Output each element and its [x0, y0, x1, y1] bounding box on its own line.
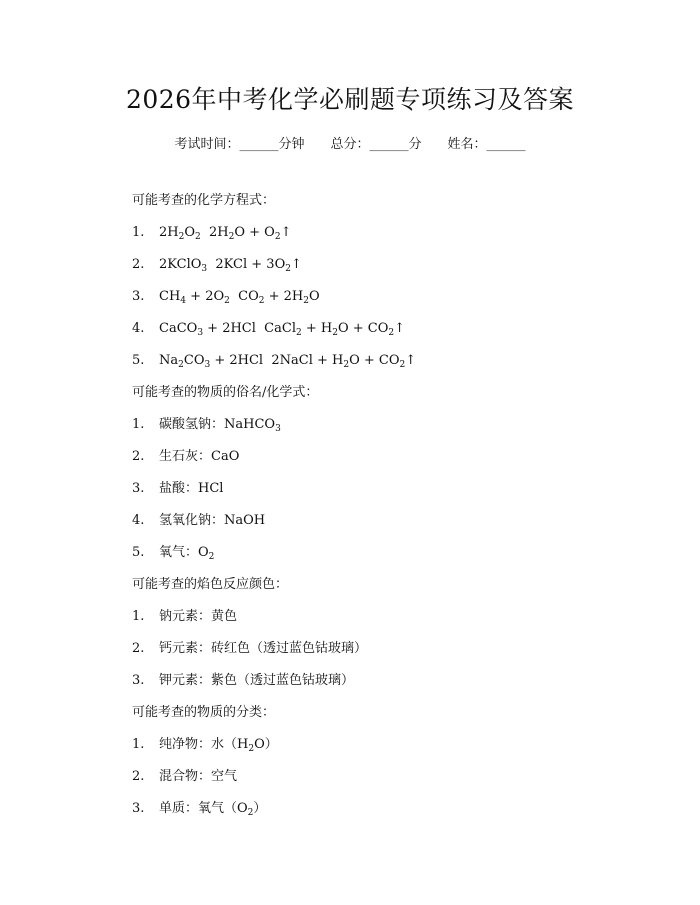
item-text: 盐酸：HCl: [159, 481, 224, 496]
item-text: $CH_4 + 2O_2$ $CO_2 + 2H_2O$: [159, 289, 320, 306]
section-heading: 可能考查的化学方程式：: [132, 193, 276, 208]
item-text: 混合物：空气: [159, 769, 238, 784]
list-item: [132, 289, 320, 305]
item-number: 3.: [132, 481, 145, 496]
item-text: 碳酸氢钠：NaHCO$_3$: [159, 417, 281, 434]
item-text: $Na_2CO_3 + 2HCl$ 2NaCl + $H_2O$ + $CO_2↑$: [159, 353, 417, 370]
item-text: 钠元素：黄色: [159, 609, 238, 624]
list-item: [132, 641, 367, 657]
item-number: 1.: [132, 609, 145, 624]
item-number: 3.: [132, 289, 145, 304]
name-blank: ______: [486, 137, 526, 152]
list-item: [132, 417, 281, 433]
score-label: 总分：: [330, 137, 370, 152]
item-text: 2KClO$_3$ $2KCl + 3O_2↑$: [159, 257, 302, 274]
list-item: [132, 673, 354, 689]
item-text: 钾元素：紫色（透过蓝色钴玻璃）: [159, 673, 355, 688]
item-number: 3.: [132, 673, 145, 688]
section-heading: 可能考查的焰色反应颜色：: [132, 577, 289, 592]
list-item: [132, 513, 265, 529]
item-number: 5.: [132, 353, 145, 368]
list-item: [132, 353, 416, 369]
score-blank: ______: [369, 137, 409, 152]
item-text: 氢氧化钠：NaOH: [159, 513, 266, 528]
list-item: [132, 609, 237, 625]
item-number: 5.: [132, 545, 145, 560]
list-item: [132, 257, 302, 273]
list-item: [132, 769, 237, 785]
page-title: 2026年中考化学必刷题专项练习及答案: [125, 85, 575, 114]
item-text: CaCO$_3$ + 2HCl CaCl$_2$ + $H_2O$ + $CO_2↑$: [159, 321, 406, 338]
list-item: [132, 321, 405, 337]
exam-info-line: [0, 133, 700, 152]
time-label: 考试时间：: [174, 137, 240, 152]
score-unit: 分: [408, 137, 422, 152]
item-number: 2.: [132, 449, 145, 464]
list-item: [132, 737, 278, 753]
item-text: $2H_2O_2$ $2H_2O$ + $O_2↑$: [159, 225, 292, 242]
item-text: 生石灰：CaO: [159, 449, 240, 464]
item-number: 4.: [132, 513, 145, 528]
list-item: [132, 545, 214, 561]
item-number: 1.: [132, 225, 145, 240]
item-number: 3.: [132, 801, 145, 816]
item-number: 2.: [132, 257, 145, 272]
list-item: [132, 481, 223, 497]
time-blank: ______: [239, 137, 279, 152]
item-text: 单质：氧气$(O_2)$: [159, 801, 267, 818]
name-label: 姓名：: [447, 137, 487, 152]
item-number: 2.: [132, 769, 145, 784]
item-number: 1.: [132, 417, 145, 432]
item-text: 钙元素：砖红色（透过蓝色钴玻璃）: [159, 641, 368, 656]
section-heading: 可能考查的物质的分类：: [132, 705, 276, 720]
list-item: [132, 225, 291, 241]
item-number: 2.: [132, 641, 145, 656]
list-item: [132, 449, 239, 465]
time-unit: 分钟: [278, 137, 305, 152]
item-text: 纯净物：水$(H_2O)$: [159, 737, 278, 754]
section-heading: 可能考查的物质的俗名/化学式：: [132, 385, 319, 400]
item-number: 1.: [132, 737, 145, 752]
list-item: [132, 801, 266, 817]
item-number: 4.: [132, 321, 145, 336]
item-text: 氧气：$O_2$: [159, 545, 215, 562]
